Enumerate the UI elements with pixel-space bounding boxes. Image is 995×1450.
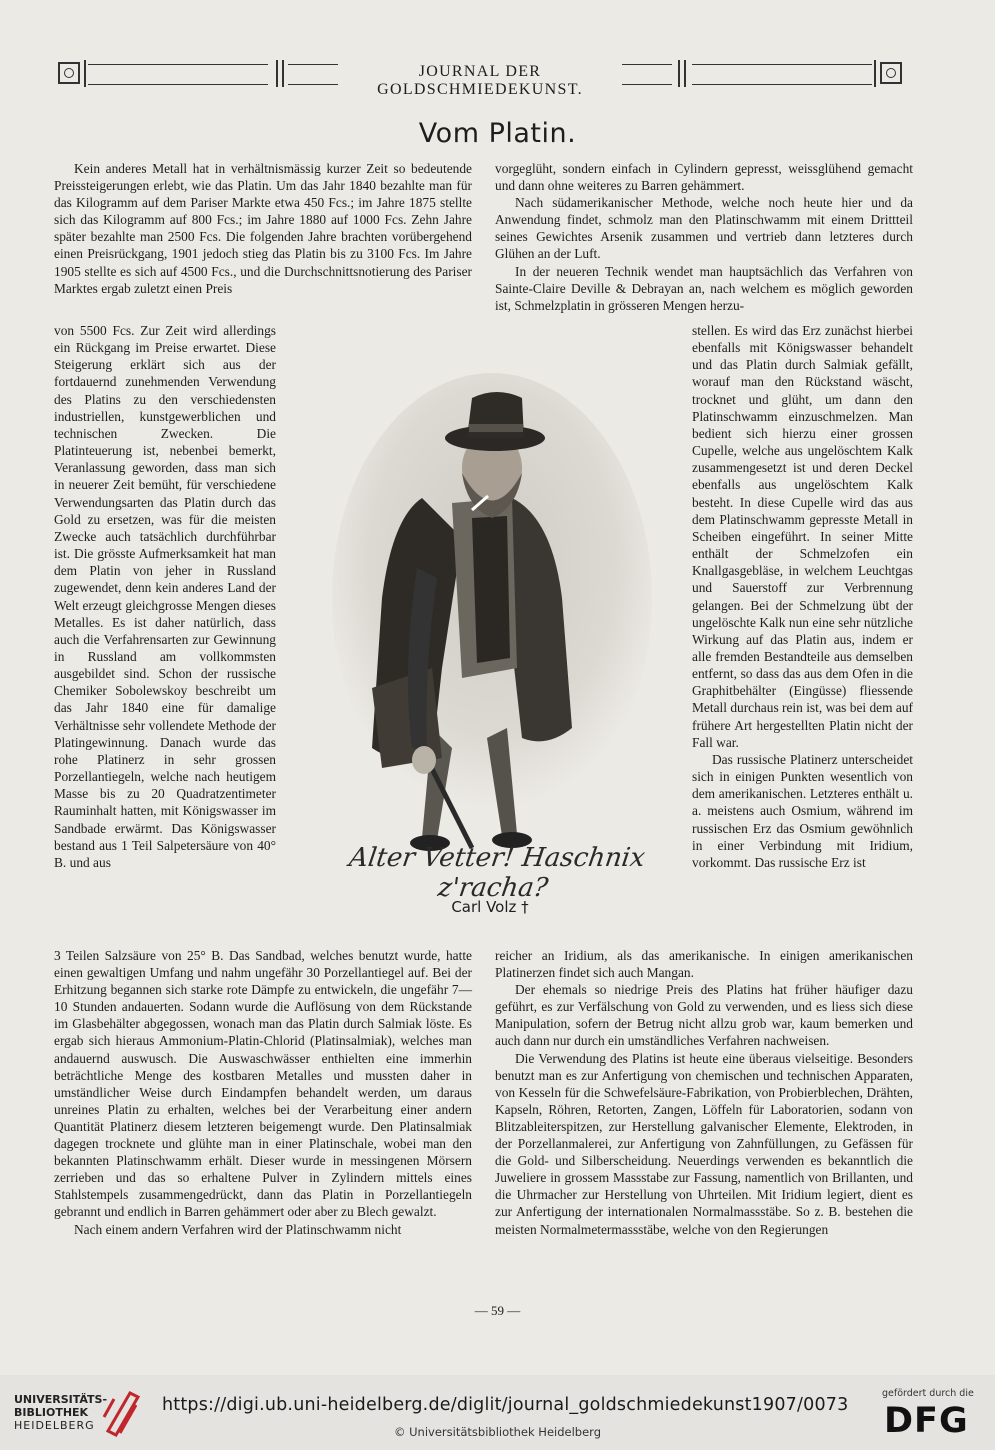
header-rule-right-inner xyxy=(622,64,672,85)
library-name-line: HEIDELBERG xyxy=(14,1419,95,1432)
right-column-top xyxy=(495,160,913,314)
left-column-top xyxy=(54,160,472,297)
paragraph: 3 Teilen Salzsäure von 25° B. Das Sandbad, welches benutzt wurde, hatte einen gewaltigen Umfang und nahm ungefähr 30 Porzellantiegel auf. Bei der Erhitzung begannen sich starke rote Dämpfe zu entwickeln, die ungefähr 7—10 Stunden andauerten. Sodann wurde die Auflösung von dem Rückstande im Glasbehälter abgegossen, wonach man das Platin durch Salmiak löste. Es ergab sich hieraus Ammonium-Platin-Chlorid (Platinsalmiak), welches man andauernd auswusch. Die Auswaschwässer enthielten eine immerhin beträchtliche Menge des kostbaren Metalles und mussten daher in umständlicher Weise durch Eindampfen behandelt werden, um daraus unreines Platin zu erhalten, welches bei der Verarbeitung einer andern Quantität Platinerz diesem letzteren beigemengt wurde. Den Platinsalmiak dagegen trocknete und glühte man in einer Platinschale, wobei man den bekannten Platinschwamm erhält. Dieser wurde in messingenen Mörsern zerrieben und das so erhaltene Pulver in Zylindern mittels eines Stahlstempels zusammengedrückt, dann das Platin in Porzellantiegeln gebrannt und endlich in Barren gehämmert oder aber zu Blech gewalzt. xyxy=(54,948,472,1220)
paragraph: In der neueren Technik wendet man hauptsächlich das Verfahren von Sainte-Claire Deville & Debrayan an, nach welchem es möglich geworden ist, Schmelzplatin in grösseren Mengen herzu- xyxy=(495,263,913,313)
left-column-narrow xyxy=(54,322,276,871)
viewer-footer xyxy=(0,1375,995,1450)
ornament-icon xyxy=(58,62,80,84)
paragraph: von 5500 Fcs. Zur Zeit wird allerdings ein Rückgang im Preise erwartet. Diese Steigerung erklärt sich aus der fortdauernd zunehmenden Verwendung des Platins zu den verschiedensten industriellen, kunstgewerblichen und technischen Zwecken. Die Platinteuerung ist, nebenbei bemerkt, Veranlassung geworden, dass man sich in neuerer Zeit bemüht, für verschiedene Verwendungsarten das Platin durch das Gold zu ersetzen, was für die meisten Zwecke auch tatsächlich durchführbar ist. Die grösste Aufmerksamkeit hat man dem Platin von jeher in Russland zugewendet, denn kein anderes Land der Welt erzeugt gleichgrosse Mengen dieses Metalles. Es ist daher natürlich, dass auch die Verfahrensarten zur Gewinnung in Russland am vollkommsten ausgebildet sind. Schon der russische Chemiker Sobolewskoy beschreibt um das Jahr 1840 eine für damalige Verhältnisse sehr vollendete Methode der Platingewinnung. Danach wurde das rohe Platinerz in sehr grossen Porzellantiegeln, welche nach heutigem Masse bis zu 20 Quadratzentimeter Rauminhalt hatten, mit Königswasser im Sandbade erwärmt. Das Königswasser bestand aus 1 Teil Salpetersäure von 40° B. und aus xyxy=(54,323,276,870)
page-number: — 59 — xyxy=(474,1303,521,1318)
article-title: Vom Platin. xyxy=(418,118,577,149)
paragraph: Kein anderes Metall hat in verhältnismässig kurzer Zeit so bedeutende Preissteigerungen erlebt, wie das Platin. Um das Jahr 1840 bezahlte man für das Kilogramm auf dem Pariser Markte etwa 450 Fcs.; im Jahre 1875 stellte sich das Kilogramm auf 800 Fcs.; im Jahre 1880 auf 1000 Fcs. Zehn Jahre später bezahlte man 2500 Fcs. Die folgenden Jahre brachten vorübergehend einen Preisrückgang, 1901 jedoch stieg das Platin bis zu 3100 Fcs. Im Jahre 1905 stellte es sich auf 4500 Fcs., und die Durchschnittsnotierung des Pariser Marktes ergab zuletzt einen Preis xyxy=(54,161,472,296)
header-divider xyxy=(874,60,876,87)
header-divider xyxy=(678,60,680,87)
library-name-line: BIBLIOTHEK xyxy=(14,1406,89,1419)
paragraph: Das russische Platinerz unterscheidet sich in einigen Punkten wesentlich von dem amerikanischen. Letzteres enthält u. a. meistens auch Osmium, während im russischen Erz das Osmium gewöhnlich in einer Verbindung mit Iridium, vorkommt. Das russische Erz ist xyxy=(692,751,913,870)
journal-title: JOURNAL DER GOLDSCHMIEDEKUNST. xyxy=(377,63,583,98)
funding-label: gefördert durch die xyxy=(882,1388,974,1399)
header-divider xyxy=(684,60,686,87)
running-header xyxy=(56,60,904,98)
right-column-bottom xyxy=(495,947,913,1238)
paragraph: Nach einem andern Verfahren wird der Platinschwamm nicht xyxy=(74,1221,402,1237)
permalink-url[interactable]: https://digi.ub.uni-heidelberg.de/diglit/journal_goldschmiedekunst1907/0073 xyxy=(162,1395,849,1415)
header-divider xyxy=(276,60,278,87)
header-divider xyxy=(84,60,86,87)
paragraph: reicher an Iridium, als das amerikanische. In einigen amerikanischen Platinerzen findet sich auch Mangan. xyxy=(495,948,913,981)
illustration-caption: Alter Vetter! Haschnix z'racha? xyxy=(347,843,647,903)
ornament-icon xyxy=(880,62,902,84)
left-column-bottom xyxy=(54,947,472,1238)
header-rule-left-inner xyxy=(288,64,338,85)
right-column-narrow xyxy=(692,322,913,871)
paragraph: vorgeglüht, sondern einfach in Cylindern gepresst, weissglühend gemacht und dann ohne weiteres zu Barren gehämmert. xyxy=(495,161,913,194)
header-divider xyxy=(282,60,284,87)
library-name-line: UNIVERSITÄTS- xyxy=(14,1393,108,1406)
header-rule-right xyxy=(692,64,872,85)
dfg-logo[interactable]: DFG xyxy=(884,1401,969,1441)
paragraph: stellen. Es wird das Erz zunächst hierbei ebenfalls mit Königswasser behandelt und das Platin durch Salmiak gefällt, worauf man den Rückstand wäscht, trocknet und glüht, um dann den Platinschwamm einzuschmelzen. Man bedient sich hierzu einer grossen Cupelle, welche aus ungelöschtem Kalk zusammengesetzt ist und deren Deckel ebenfalls aus ungelöschtem Kalk besteht. In diese Cupelle wird das aus dem Platinschwamm gepresste Metall in Scheiben eingeführt. In seiner Mitte enthält der Schmelzofen ein Knallgasgebläse, in welchem Leuchtgas und Sauerstoff zur Verbrennung gelangen. Bei der Schmelzung übt der ungelöschte Kalk nun eine sehr nützliche Wirkung auf das Platin aus, indem er alle fremden Bestandteile aus demselben entfernt, so dass das aus dem Ofen in die Graphitbehälter (Eingüsse) fliessende Metall durchaus rein ist, was bei dem auf frühere Art hergestellten Platin nicht der Fall war. xyxy=(692,323,913,750)
header-rule-left xyxy=(88,64,268,85)
paragraph: Nach südamerikanischer Methode, welche noch heute hier und da Anwendung findet, schmolz man den Platinschwamm mit einem Drittteil seines Gewichtes Arsenik zusammen und vertrieb dann letzteres durch Glühen an der Luft. xyxy=(495,195,913,262)
paragraph: Der ehemals so niedrige Preis des Platins hat früher häufiger dazu geführt, es zur Verfälschung von Gold zu verwenden, und es liess sich diese Manipulation, sofern der Betrug nicht allzu grob war, kaum bemerken und auch dann nur durch ein umständliches Verfahren nachweisen. xyxy=(495,982,913,1049)
illustration-artist: Carl Volz † xyxy=(451,898,529,916)
paragraph: Die Verwendung des Platins ist heute eine überaus vielseitige. Besonders benutzt man es zur Anfertigung von chemischen und technischen Apparaten, von Kesseln für die Schwefelsäure-Fabrikation, von Probierblechen, Drähten, Kapseln, Röhren, Retorten, Zangen, Löffeln für Laboratorien, sodann von Blitzableiterspitzen, zur Herstellung galvanischer Elemente, Elektroden, in der Porzellanmalerei, zur Anfertigung von Zahnfüllungen, zu Gefässen für die Gold- und Silberscheidung. Neuerdings verwenden es bekanntlich die Juweliere in grossem Massstabe zur Fassung, namentlich von Brillanten, und die Uhrmacher zur Herstellung von Uhrteilen. Mit Iridium legiert, dient es zur Anfertigung der internationalen Normalmassstäbe. So z. B. bestehen die meisten Normalmetermassstäbe, welche von den Regierungen xyxy=(495,1050,913,1237)
copyright-notice: © Universitätsbibliothek Heidelberg xyxy=(393,1425,601,1439)
portrait-illustration xyxy=(312,368,682,923)
